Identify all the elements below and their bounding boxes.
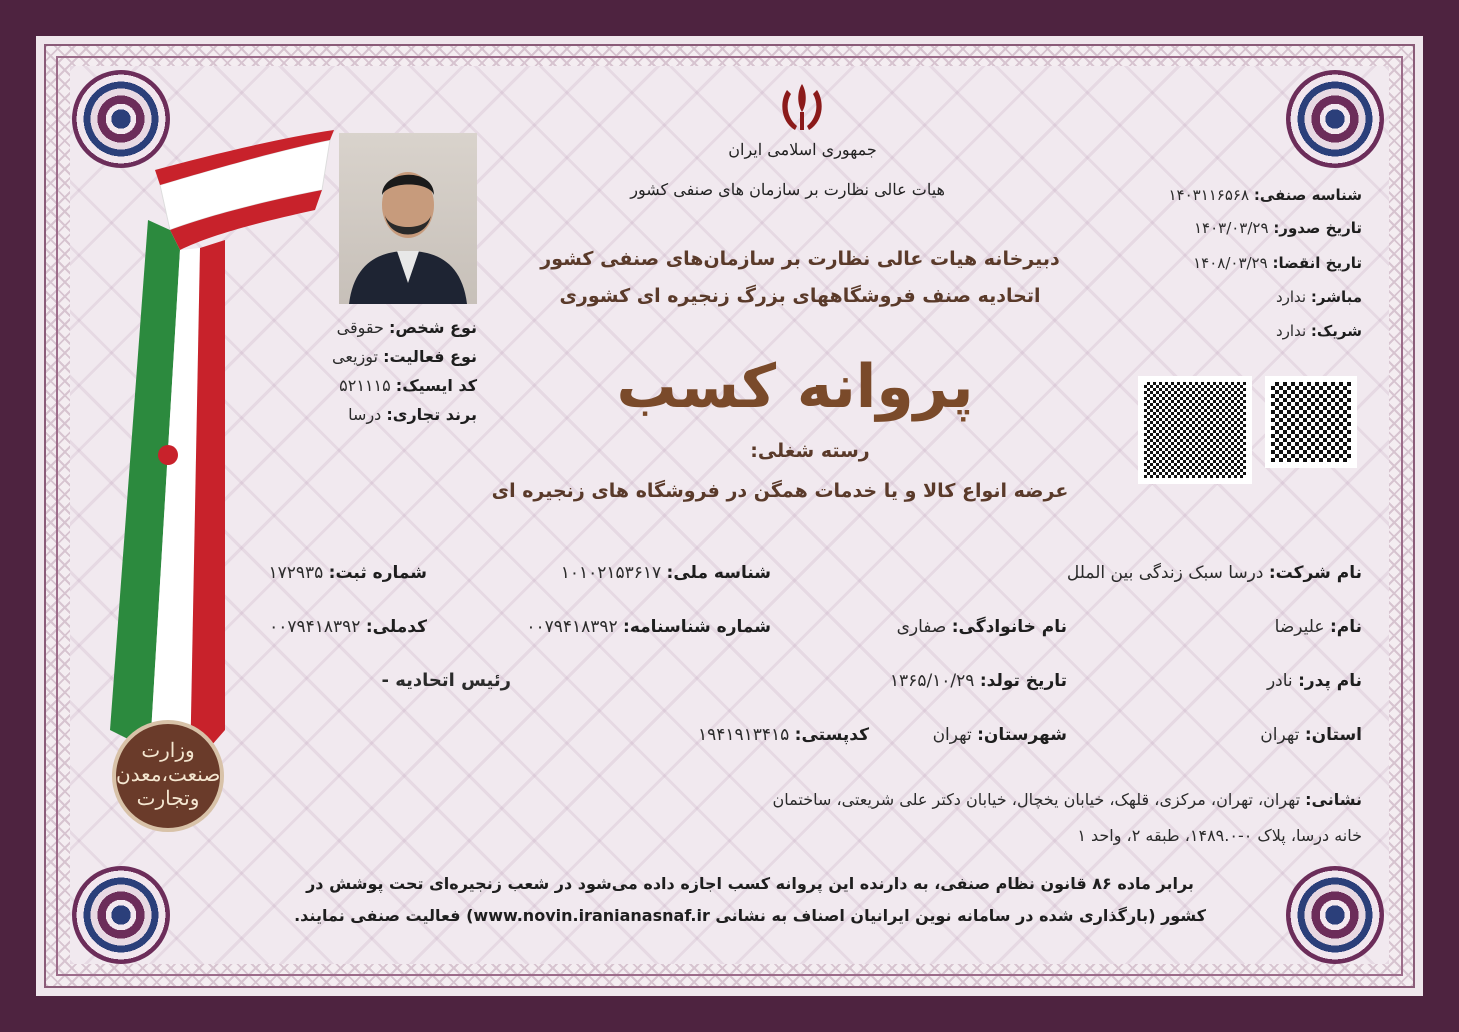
- seal-line-3: وتجارت: [136, 786, 200, 810]
- qr-code-small: [1265, 376, 1357, 468]
- isic-code: کد ایسیک: ۵۲۱۱۱۵: [339, 376, 477, 395]
- person-type: نوع شخص: حقوقی: [336, 318, 477, 337]
- license-title: پروانه کسب: [616, 352, 974, 422]
- person-portrait-icon: [339, 133, 477, 304]
- ministry-seal: [112, 720, 224, 832]
- city: شهرستان: تهران: [932, 725, 1067, 745]
- iran-emblem-icon: [773, 78, 831, 136]
- activity-type: نوع فعالیت: توزیعی: [332, 347, 477, 366]
- guild-id: شناسه صنفی: ۱۴۰۳۱۱۶۵۶۸: [1168, 186, 1362, 204]
- council-name: هیات عالی نظارت بر سازمان های صنفی کشور: [630, 180, 945, 199]
- flag-ribbon-icon: [110, 130, 340, 770]
- family-name: نام خانوادگی: صفاری: [896, 617, 1067, 637]
- corner-ornament-bottom-left: [62, 856, 180, 974]
- expiry-date: تاریخ انقضا: ۱۴۰۸/۰۳/۲۹: [1193, 254, 1362, 272]
- seal-line-2: صنعت،معدن: [116, 762, 221, 786]
- secretariat-title: دبیرخانه هیات عالی نظارت بر سازمان‌های صنفی کشور: [540, 248, 1060, 270]
- holder-photo: [339, 133, 477, 304]
- category-label: رسته شغلی:: [750, 440, 870, 462]
- national-code: کدملی: ۰۰۷۹۴۱۸۳۹۲: [269, 617, 427, 637]
- qr-code-large: [1138, 376, 1252, 484]
- category-value: عرضه انواع کالا و یا خدمات همگن در فروشگاه های زنجیره ای: [491, 480, 1069, 502]
- legal-text-line-1: برابر ماده ۸۶ قانون نظام صنفی، به دارنده این پروانه کسب اجازه داده می‌شود در شعب زنجیره‌ای تحت پوشش در: [306, 874, 1194, 893]
- partner: شریک: ندارد: [1276, 322, 1362, 340]
- seal-line-1: وزارت: [141, 738, 195, 762]
- father-name: نام پدر: نادر: [1266, 671, 1362, 691]
- address-line-2: خانه درسا، پلاک ۰-۱۴۸۹.۰، طبقه ۲، واحد ۱: [1077, 826, 1362, 845]
- legal-text-line-2: کشور (بارگذاری شده در سامانه نوین ایرانیان اصناف به نشانی www.novin.iranianasnaf.ir) فعالیت صنفی نمایند.: [294, 906, 1206, 925]
- national-id: شناسه ملی: ۱۰۱۰۲۱۵۳۶۱۷: [560, 563, 771, 583]
- issue-date: تاریخ صدور: ۱۴۰۳/۰۳/۲۹: [1193, 219, 1362, 237]
- brand-name: برند تجاری: درسا: [348, 405, 477, 424]
- role-title: رئیس اتحادیه -: [381, 670, 511, 691]
- postal-code: کدپستی: ۱۹۴۱۹۱۳۴۱۵: [697, 725, 869, 745]
- manager: مباشر: ندارد: [1275, 288, 1362, 306]
- republic-name: جمهوری اسلامی ایران: [728, 140, 877, 159]
- province: استان: تهران: [1260, 725, 1362, 745]
- registration-number: شماره ثبت: ۱۷۲۹۳۵: [268, 563, 427, 583]
- first-name: نام: علیرضا: [1274, 617, 1362, 637]
- corner-ornament-bottom-right: [1276, 856, 1394, 974]
- company-name: نام شرکت: درسا سبک زندگی بین الملل: [1066, 563, 1362, 583]
- corner-ornament-top-right: [1276, 60, 1394, 178]
- birth-date: تاریخ تولد: ۱۳۶۵/۱۰/۲۹: [889, 671, 1067, 691]
- address-line-1: نشانی: تهران، تهران، مرکزی، قلهک، خیابان یخچال، خیابان دکتر علی شریعتی، ساختمان: [772, 790, 1362, 809]
- union-title: اتحادیه صنف فروشگاههای بزرگ زنجیره ای کشوری: [559, 285, 1041, 307]
- birth-certificate-number: شماره شناسنامه: ۰۰۷۹۴۱۸۳۹۲: [526, 617, 771, 637]
